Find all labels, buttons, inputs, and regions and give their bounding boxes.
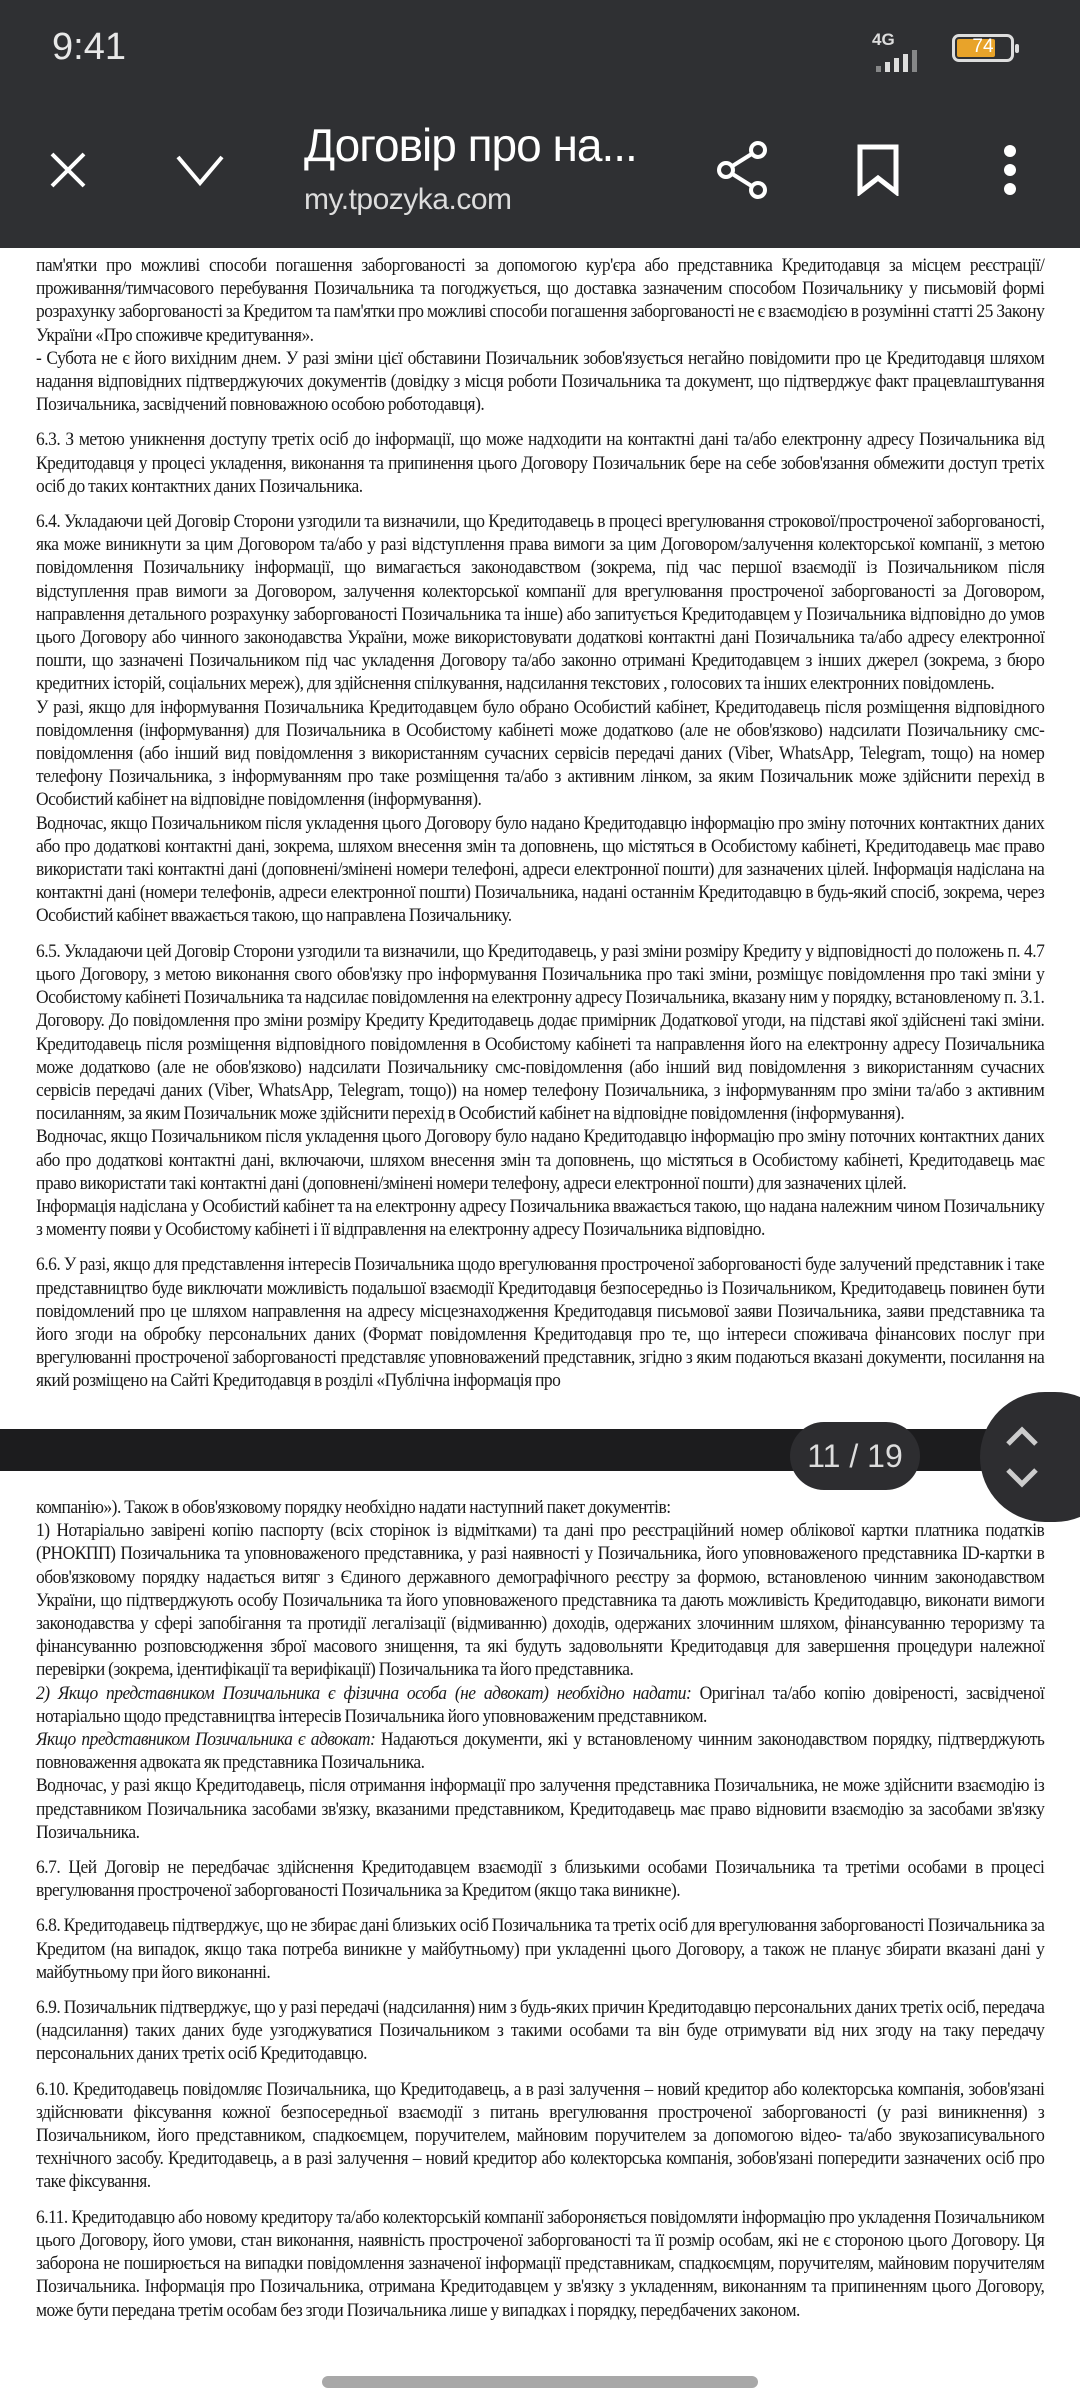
- collapse-button[interactable]: [170, 140, 230, 200]
- close-button[interactable]: [38, 140, 98, 200]
- page-title: Договір про на...: [304, 119, 637, 171]
- paragraph-6-10: 6.10. Кредитодавець повідомляє Позичальника, що Кредитодавець, а в разі залучення – новий кредитор або колекторська компанія, зобов'язані здійснювати фіксування кожної безпосередньої взаємодії з питань врегулювання простроченої заборгованості (у разі виникнення) з Позичальником, його представником, спадкоємцем, поручителем, майновим поручителем за допомогою відео- та/або звукозаписувального технічного засобу. Кредитодавець, а в разі залучення – новий кредитор або колекторська компанія, зобов'язані попередити зазначених осіб про таке фіксування.: [36, 2078, 1045, 2193]
- signal-icon: [876, 50, 917, 72]
- paragraph: У разі, якщо для інформування Позичальника Кредитодавцем було обрано Особистий кабінет, Кредитодавець після розміщення відповідного повідомлення (інформування) для Позичальника в Особистому кабінеті може додатково (але не обов'язково) надсилати Позичальнику смс-повідомлення (або інший вид повідомлення з використанням сучасних сервісів передачі даних (Viber, WhatsApp, Telegram, тощо) на номер телефону Позичальника, з інформуванням про таке розміщення та/або з активним лінком, за яким Позичальник може здійснити перехід в Особистий кабінет на відповідне повідомлення (інформування).: [36, 696, 1045, 811]
- browser-toolbar: [0, 0, 1080, 248]
- share-button[interactable]: [712, 140, 772, 200]
- paragraph: пам'ятки про можливі способи погашення заборгованості за допомогою кур'єра або представника Кредитодавця за місцем реєстрації/проживання/тимчасового перебування Позичальника та погоджується, що доставка зазначеним способом Позичальнику у письмовій формі розрахунку заборгованості за Кредитом та пам'ятки про можливі способи погашення заборгованості не є взаємодією в розумінні статті 25 Закону України «Про споживче кредитування».: [36, 255, 1045, 346]
- status-time: 9:41: [52, 26, 126, 68]
- bookmark-icon: [856, 144, 900, 196]
- paragraph-6-6: 6.6. У разі, якщо для представлення інтересів Позичальника щодо врегулювання простроченої заборгованості буде залучений представник і таке представництво буде виключати можливість подальшої взаємодії Кредитодавця безпосередньо із Позичальником, Кредитодавець повинен бути повідомлений про це шляхом направлення на адресу місцезнаходження Кредитодавця письмової заяви Позичальника, заяви представника та його згоди на обробку персональних даних (Формат повідомлення Кредитодавця про те, що інтереси споживача фінансових послуг при врегулюванні простроченої заборгованості представляє уповноважений представник, згідно з яким подаються вказані документи, посилання на який розміщено на Сайті Кредитодавця в розділі «Публічна інформація про: [36, 1254, 1045, 1392]
- chevron-up-down-icon: [1002, 1422, 1042, 1492]
- item-text: Надаються документи, які у встановленому чинним законодавством порядку, підтверджують повноваження адвоката як представника Позичальника.: [36, 1729, 1045, 1774]
- page-url[interactable]: my.tpozyka.com: [304, 183, 512, 216]
- more-vertical-icon: [1002, 145, 1018, 195]
- paragraph: - Субота не є його вихідним днем. У разі зміни цієї обставини Позичальник зобов'язується негайно повідомити про це Кредитодавця шляхом надання відповідних підтверджуючих документів (довідку з місця роботи Позичальника та документ, що підтверджує факт працевлаштування Позичальника, засвідчений повноважною особою роботодавця).: [36, 347, 1045, 416]
- paragraph: Водночас, у разі якщо Кредитодавець, після отримання інформації про залучення представника Позичальника, не може здійснити взаємодію із представником Позичальника засобами зв'язку, вказаними представником, Кредитодавець має право відновити взаємодію за засобами зв'язку Позичальника.: [36, 1775, 1045, 1843]
- chevron-down-icon: [175, 153, 225, 187]
- paragraph: компанію»). Також в обов'язковому порядку необхідно надати наступний пакет документів:: [36, 1497, 671, 1518]
- page-indicator: 11 / 19: [790, 1422, 920, 1490]
- network-type: 4G: [872, 30, 895, 49]
- home-indicator[interactable]: [322, 2376, 758, 2388]
- battery-level: 74: [972, 36, 994, 57]
- item-label: 2) Якщо представником Позичальника є фізична особа (не адвокат) необхідно надати:: [36, 1682, 692, 1704]
- list-item: [36, 1682, 1044, 1728]
- paragraph-6-4: 6.4. Укладаючи цей Договір Сторони узгодили та визначили, що Кредитодавець в процесі врегулювання строкової/простроченої заборгованості, яка може виникнути за цим Договором та/або у разі відступлення права вимоги за цим Договором/залучення колекторської компанії, з метою повідомлення Позичальнику інформації, що вимагається законодавством (зокрема, під час першої взаємодії із Позичальником після відступлення прав вимоги за Договором, залучення колекторської компанії для врегулювання простроченої заборгованості за Договором, направлення детального розрахунку заборгованості Позичальника та інше) або запитується Кредитодавцем у Позичальника відповідно до умов цього Договору або чинного законодавства України, може використовувати додаткові контактні дані Позичальника та/або адресу електронної пошти, що зазначені Позичальником під час укладення Договору та/або законно отримані Кредитодавцем з інших джерел (зокрема, з бюро кредитних історій, соціальних мереж), для здійснення спілкування, надсилання текстових , голосових та інших електронних повідомлень.: [36, 511, 1045, 695]
- paragraph: Інформація надіслана у Особистий кабінет та на електронну адресу Позичальника вважається такою, що надана належним чином Позичальнику з моменту появи у Особистому кабінеті і її відправлення на електронну адресу Позичальника відповідно.: [36, 1195, 1045, 1241]
- paragraph-6-8: 6.8. Кредитодавець підтверджує, що не збирає дані близьких осіб Позичальника та третіх осіб для врегулювання заборгованості Позичальника за Кредитом (на випадок, якщо така потреба виникне у майбутньому) при укладенні цього Договору, а також не планує збирати вказані дані у майбутньому при його виконанні.: [36, 1915, 1045, 1983]
- item-label: Якщо представником Позичальника є адвокат:: [36, 1729, 376, 1751]
- document-page-11: [36, 254, 1044, 1393]
- paragraph-6-9: 6.9. Позичальник підтверджує, що у разі передачі (надсилання) ним з будь-яких причин Кредитодавцю персональних даних третіх осіб, передача (надсилання) таких даних буде узгоджуватися Позичальником з такими особами та він буде отримувати від них згоду на таку передачу персональних даних третіх осіб Кредитодавцю.: [36, 1997, 1045, 2065]
- more-options-button[interactable]: [980, 140, 1040, 200]
- share-icon: [714, 140, 770, 200]
- paragraph-6-7: 6.7. Цей Договір не передбачає здійснення Кредитодавцем взаємодії з близькими особами Позичальника та третіми особами в процесі врегулювання простроченої заборгованості Позичальника за Кредитом (якщо така виникне).: [36, 1857, 1045, 1902]
- paragraph: Водночас, якщо Позичальником після укладення цього Договору було надано Кредитодавцю інформацію про зміну поточних контактних даних або про додаткові контактні дані, зокрема, шляхом внесення змін та доповнень, що містяться в Особистому кабінеті, Кредитодавець має право використати такі контактні дані (доповнені/змінені номери телефоні, адреси електронної пошти) для зазначених цілей. Інформація надіслана на контактні дані (номери телефонів, адреси електронної пошти) Позичальника, надані останнім Кредитодавцю в будь-який спосіб, зокрема, через Особистий кабінет вважається такою, що направлена Позичальнику.: [36, 812, 1045, 927]
- item-text: Оригінал та/або копію довіреності, засвідченої нотаріально щодо представництва інтересів Позичальника його уповноваженим представником.: [36, 1682, 1045, 1727]
- bookmark-button[interactable]: [848, 140, 908, 200]
- close-icon: [48, 150, 88, 190]
- paragraph-6-11: 6.11. Кредитодавцю або новому кредитору та/або колекторській компанії забороняється повідомляти інформацію про укладення Позичальником цього Договору, його умови, стан виконання, наявність простроченої заборгованості та її розмір особам, які не є стороною цього Договору. Ця заборона не поширюється на випадки повідомлення зазначеної інформації представникам, спадкоємцям, поручителям, майновим поручителям Позичальника. Інформація про Позичальника, отримана Кредитодавцем у зв'язку з укладенням, виконанням та припиненням цього Договору, може бути передана третім особам без згоди Позичальника лише у випадках і порядку, передбачених законом.: [36, 2206, 1045, 2321]
- paragraph-6-5: 6.5. Укладаючи цей Договір Сторони узгодили та визначили, що Кредитодавець, у разі зміни розміру Кредиту у відповідності до положень п. 4.7 цього Договору, з метою виконання свого обов'язку про інформування Позичальника про такі зміни, розміщує повідомлення про такі зміни у Особистому кабінеті Позичальника та надсилає повідомлення на електронну адресу Позичальника, вказану ним у порядку, встановленому п. 3.1. Договору. До повідомлення про зміни розміру Кредиту Кредитодавець додає примірник Додаткової угоди, на підставі якої здійснені такі зміни. Кредитодавець після розміщення відповідного повідомлення в Особистому кабінеті та направлення його на електронну адресу Позичальника може додатково (але не обов'язково) надсилати Позичальнику смс-повідомлення (або інший вид повідомлення з використанням сучасних сервісів передачі даних (Viber, WhatsApp, Telegram, тощо)) на номер телефону Позичальника, з інформуванням про зміни та/або з активним посиланням, за яким Позичальник може здійснити перехід в Особистий кабінет на відповідне повідомлення (інформування).: [36, 940, 1045, 1125]
- paragraph: Водночас, якщо Позичальником після укладення цього Договору було надано Кредитодавцю інформацію про зміну поточних контактних даних або про додаткові контактні дані, включаючи, шляхом внесення змін та доповнень, що містяться в Особистому кабінеті, Кредитодавець має право використати такі контактні дані (доповнені/змінені номери телефону, адреси електронної пошти) для зазначених цілей.: [36, 1126, 1045, 1194]
- document-page-12: [36, 1496, 1044, 2322]
- list-item: 1) Нотаріально завірені копію паспорту (всіх сторінок із відмітками) та дані про реєстраційний номер облікової картки платника податків (РНОКПП) Позичальника та уповноваженого представника, у разі наявності у Позичальника, його уповноваженого представника ID-картки в обов'язковому порядку надається витяг з Єдиного державного демографічного реєстру за формою, встановленою чинним законодавством України, що підтверджують особу Позичальника та його уповноваженого представника та дають можливість Кредитодавцю, виконати вимоги законодавства у сфері запобігання та протидії легалізації (відмиванню) доходів, одержаних злочинним шляхом, фінансуванню тероризму та фінансуванню розповсюдження зброї масового знищення, та які будуть задовольняти Кредитодавця для завершення процедури належної перевірки (зокрема, ідентифікації та верифікації) Позичальника та його представника.: [36, 1520, 1045, 1681]
- paragraph-6-3: 6.3. З метою уникнення доступу третіх осіб до інформації, що може надходити на контактні дані та/або електронну адресу Позичальника від Кредитодавця у процесі укладення, виконання та припинення цього Договору Позичальник бере на себе зобов'язання обмежити доступ третіх осіб до таких контактних даних Позичальника.: [36, 429, 1045, 497]
- list-item: [36, 1728, 1044, 1774]
- battery-icon: [952, 34, 1014, 62]
